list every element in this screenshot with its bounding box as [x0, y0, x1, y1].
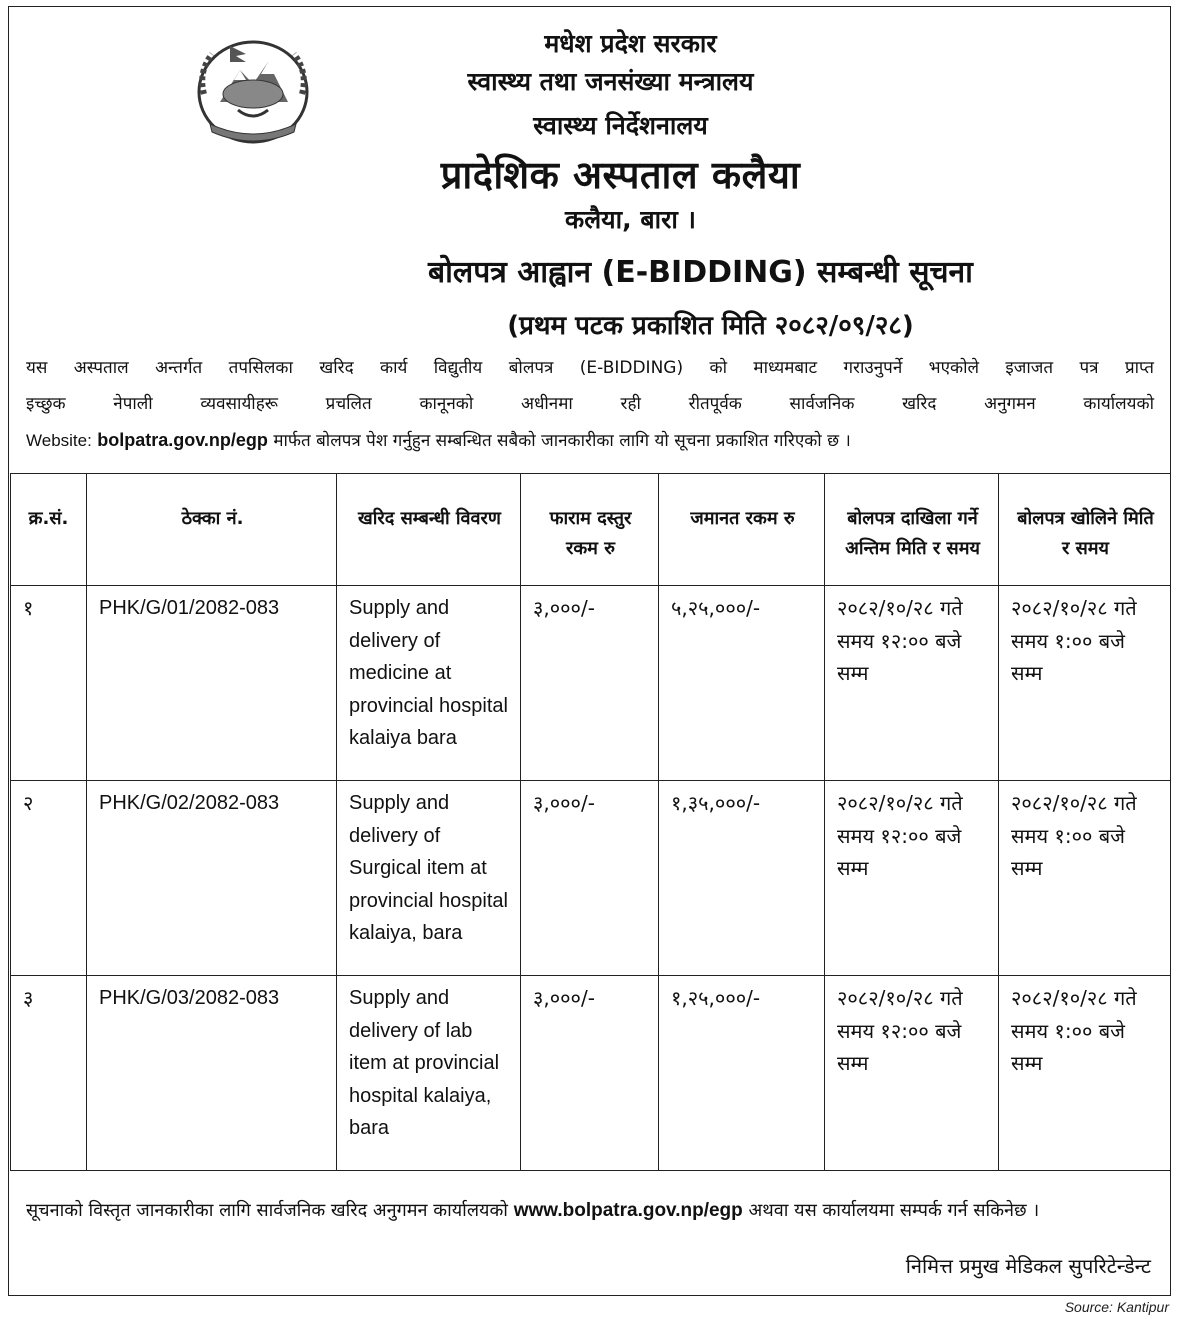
table-row [11, 781, 1171, 976]
footer-text-before: सूचनाको विस्तृत जानकारीका लागि सार्वजनिक खरिद अनुगमन कार्यालयको [26, 1200, 508, 1221]
signatory: निमित्त प्रमुख मेडिकल सुपरिटेन्डेन्ट [905, 1254, 1151, 1278]
website-label: Website: [26, 431, 92, 450]
col-header-description: खरिद सम्बन्धी विवरण [337, 474, 521, 586]
cell-description: Supply and delivery of lab item at provincial hospital kalaiya, bara [337, 976, 521, 1171]
cell-contract-no: PHK/G/02/2082-083 [87, 781, 337, 976]
footer-text-after: अथवा यस कार्यालयमा सम्पर्क गर्न सकिनेछ । [748, 1200, 1040, 1221]
col-header-bid-security: जमानत रकम रु [659, 474, 825, 586]
bids-table [10, 473, 1171, 1171]
col-header-contract-no: ठेक्का नं. [87, 474, 337, 586]
hospital-address: कलैया, बारा । [565, 205, 696, 234]
cell-bid-security: १,२५,०००/- [659, 976, 825, 1171]
footer-text [26, 1194, 1154, 1228]
table-header-row [11, 474, 1171, 586]
cell-contract-no: PHK/G/03/2082-083 [87, 976, 337, 1171]
website-link[interactable]: bolpatra.gov.np/egp [97, 430, 268, 450]
cell-form-fee: ३,०००/- [521, 976, 659, 1171]
col-header-sn: क्र.सं. [11, 474, 87, 586]
intro-line-3 [26, 422, 1154, 459]
cell-form-fee: ३,०००/- [521, 586, 659, 781]
footer-note [26, 1194, 1154, 1228]
ministry-name: स्वास्थ्य तथा जनसंख्या मन्त्रालय [467, 67, 754, 96]
table-row [11, 586, 1171, 781]
notice-title: बोलपत्र आह्वान (E-BIDDING) सम्बन्धी सूचना [428, 255, 973, 290]
cell-submission-deadline: २०८२/१०/२८ गते समय १२:०० बजे सम्म [825, 781, 999, 976]
cell-opening-time: २०८२/१०/२८ गते समय १:०० बजे सम्म [999, 586, 1171, 781]
col-header-opening-time: बोलपत्र खोलिने मिति र समय [999, 474, 1171, 586]
cell-bid-security: ५,२५,०००/- [659, 586, 825, 781]
hospital-name: प्रादेशिक अस्पताल कलैया [440, 153, 801, 197]
cell-bid-security: १,३५,०००/- [659, 781, 825, 976]
cell-submission-deadline: २०८२/१०/२८ गते समय १२:०० बजे सम्म [825, 586, 999, 781]
intro-paragraph [26, 350, 1154, 459]
cell-form-fee: ३,०००/- [521, 781, 659, 976]
cell-description: Supply and delivery of medicine at provincial hospital kalaiya bara [337, 586, 521, 781]
col-header-submission-deadline: बोलपत्र दाखिला गर्ने अन्तिम मिति र समय [825, 474, 999, 586]
govt-name: मधेश प्रदेश सरकार [544, 29, 717, 58]
intro-line-3-text: मार्फत बोलपत्र पेश गर्नुहुन सम्बन्धित सबैको जानकारीका लागि यो सूचना प्रकाशित गरिएको छ । [273, 431, 851, 451]
cell-description: Supply and delivery of Surgical item at provincial hospital kalaiya, bara [337, 781, 521, 976]
cell-opening-time: २०८२/१०/२८ गते समय १:०० बजे सम्म [999, 976, 1171, 1171]
table-row [11, 976, 1171, 1171]
cell-opening-time: २०८२/१०/२८ गते समय १:०० बजे सम्म [999, 781, 1171, 976]
col-header-form-fee: फाराम दस्तुर रकम रु [521, 474, 659, 586]
intro-line-1: यस अस्पताल अन्तर्गत तपसिलका खरिद कार्य विद्युतीय बोलपत्र (E-BIDDING) को माध्यमबाट गराउनुपर्ने भएकोले इजाजत पत्र प्राप्त [26, 358, 1154, 378]
cell-sn: १ [11, 586, 87, 781]
cell-submission-deadline: २०८२/१०/२८ गते समय १२:०० बजे सम्म [825, 976, 999, 1171]
published-date: (प्रथम पटक प्रकाशित मिति २०८२/०९/२८) [507, 311, 914, 341]
intro-line-2: इच्छुक नेपाली व्यवसायीहरू प्रचलित कानूनको अधीनमा रही रीतपूर्वक सार्वजनिक खरिद अनुगमन कार्यालयको [26, 394, 1154, 414]
footer-link[interactable]: www.bolpatra.gov.np/egp [513, 1200, 743, 1221]
directorate-name: स्वास्थ्य निर्देशनालय [533, 111, 708, 140]
cell-contract-no: PHK/G/01/2082-083 [87, 586, 337, 781]
source-credit: Source: Kantipur [1064, 1299, 1169, 1315]
cell-sn: २ [11, 781, 87, 976]
cell-sn: ३ [11, 976, 87, 1171]
